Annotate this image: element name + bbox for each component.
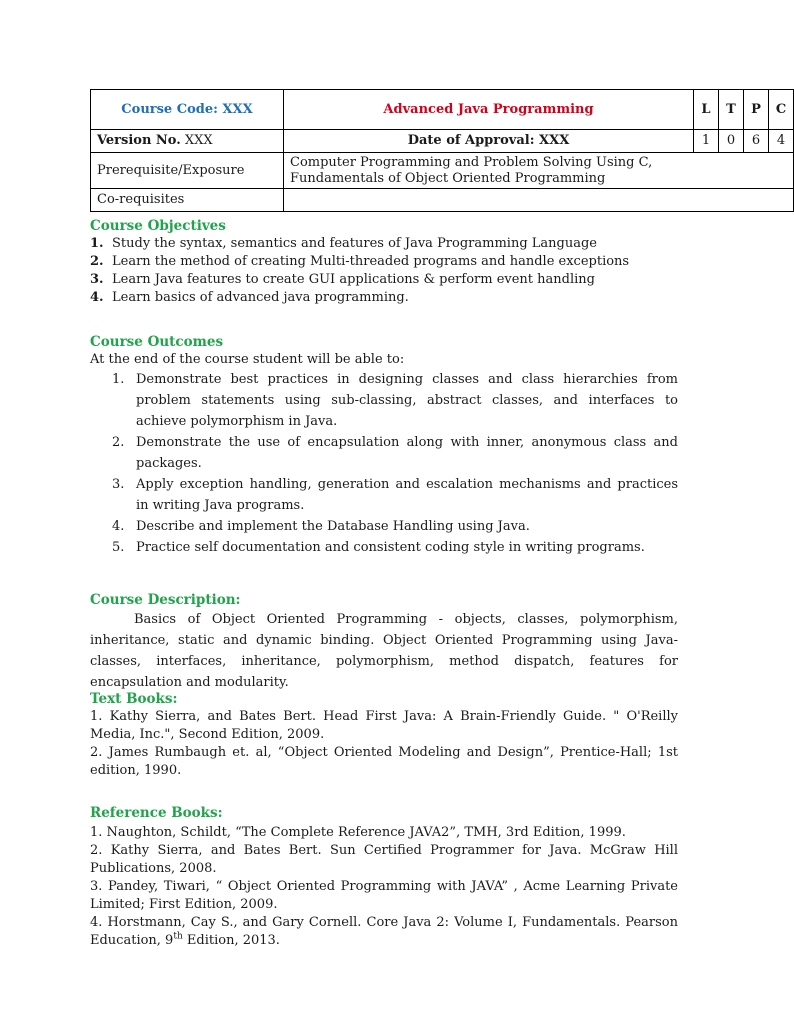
outcome-item: 3. Apply exception handling, generation and escalation mechanisms and practices in writing Java programs. xyxy=(112,477,678,513)
ltpc-value-l: 1 xyxy=(694,130,719,153)
outcome-item: 2. Demonstrate the use of encapsulation along with inner, anonymous class and packages. xyxy=(112,435,678,471)
ltpc-label-p: P xyxy=(744,90,769,130)
reference-book-item: 2. Kathy Sierra, and Bates Bert. Sun Certified Programmer for Java. McGraw Hill Publications, 2008. xyxy=(90,843,678,876)
course-objectives-heading: Course Objectives xyxy=(90,218,226,234)
course-outcomes-heading: Course Outcomes xyxy=(90,334,224,350)
outcome-item: 5. Practice self documentation and consistent coding style in writing programs. xyxy=(112,540,645,555)
prerequisite-line-2: Fundamentals of Object Oriented Programming xyxy=(290,170,606,186)
objective-item: 2. Learn the method of creating Multi-threaded programs and handle exceptions xyxy=(90,254,630,269)
prerequisite-line-1: Computer Programming and Problem Solving Using C, xyxy=(290,154,653,170)
ltpc-value-c: 4 xyxy=(769,130,794,153)
reference-book-item: 3. Pandey, Tiwari, “ Object Oriented Programming with JAVA” , Acme Learning Private Limited; First Edition, 2009. xyxy=(90,879,678,912)
objective-item: 4. Learn basics of advanced java programming. xyxy=(90,290,409,305)
course-description-heading: Course Description: xyxy=(90,592,241,608)
approval-date: Date of Approval: XXX xyxy=(284,130,694,153)
prerequisite-label: Prerequisite/Exposure xyxy=(91,153,284,189)
corequisite-label: Co-requisites xyxy=(91,189,284,212)
course-title: Advanced Java Programming xyxy=(284,90,694,130)
ltpc-value-t: 0 xyxy=(719,130,744,153)
reference-book-item: 4. Horstmann, Cay S., and Gary Cornell. Core Java 2: Volume I, Fundamentals. Pearson Education, 9th Edition, 2013. xyxy=(90,915,678,948)
reference-books-section xyxy=(90,804,678,950)
course-header-table xyxy=(90,89,794,212)
ltpc-value-p: 6 xyxy=(744,130,769,153)
text-book-item: 1. Kathy Sierra, and Bates Bert. Head First Java: A Brain-Friendly Guide. " O'Reilly Media, Inc.", Second Edition, 2009. xyxy=(90,709,678,742)
course-description-section xyxy=(90,591,678,693)
version-value: XXX xyxy=(180,133,213,148)
ltpc-label-l: L xyxy=(694,90,719,130)
course-description-text: Basics of Object Oriented Programming - objects, classes, polymorphism, inheritance, static and dynamic binding. Object Oriented Programming using Java-classes, interfaces, inheritance, polymorphism, method dispatch, features for encapsulation and modularity. xyxy=(90,612,678,690)
text-books-heading: Text Books: xyxy=(90,691,178,707)
corequisite-value xyxy=(284,189,794,212)
objectives-list xyxy=(90,235,678,307)
objective-item: 3. Learn Java features to create GUI applications & perform event handling xyxy=(90,272,595,287)
course-objectives-section xyxy=(90,217,678,307)
outcomes-list xyxy=(90,369,678,558)
text-books-section xyxy=(90,690,678,780)
course-outcomes-section xyxy=(90,333,678,558)
version-cell xyxy=(91,130,284,153)
reference-books-heading: Reference Books: xyxy=(90,805,223,821)
version-label: Version No. xyxy=(97,133,181,148)
outcome-item: 1. Demonstrate best practices in designing classes and class hierarchies from problem statements using sub-classing, abstract classes, and interfaces to achieve polymorphism in Java. xyxy=(112,372,678,429)
ltpc-label-c: C xyxy=(769,90,794,130)
outcome-item: 4. Describe and implement the Database Handling using Java. xyxy=(112,519,530,534)
objective-item: 1. Study the syntax, semantics and features of Java Programming Language xyxy=(90,236,597,251)
reference-book-item: 1. Naughton, Schildt, “The Complete Reference JAVA2”, TMH, 3rd Edition, 1999. xyxy=(90,825,626,840)
outcomes-intro: At the end of the course student will be able to: xyxy=(90,352,405,367)
ltpc-label-t: T xyxy=(719,90,744,130)
course-code: Course Code: XXX xyxy=(91,90,284,130)
text-book-item: 2. James Rumbaugh et. al, “Object Oriented Modeling and Design”, Prentice-Hall; 1st edition, 1990. xyxy=(90,745,678,778)
prerequisite-value xyxy=(284,153,794,189)
